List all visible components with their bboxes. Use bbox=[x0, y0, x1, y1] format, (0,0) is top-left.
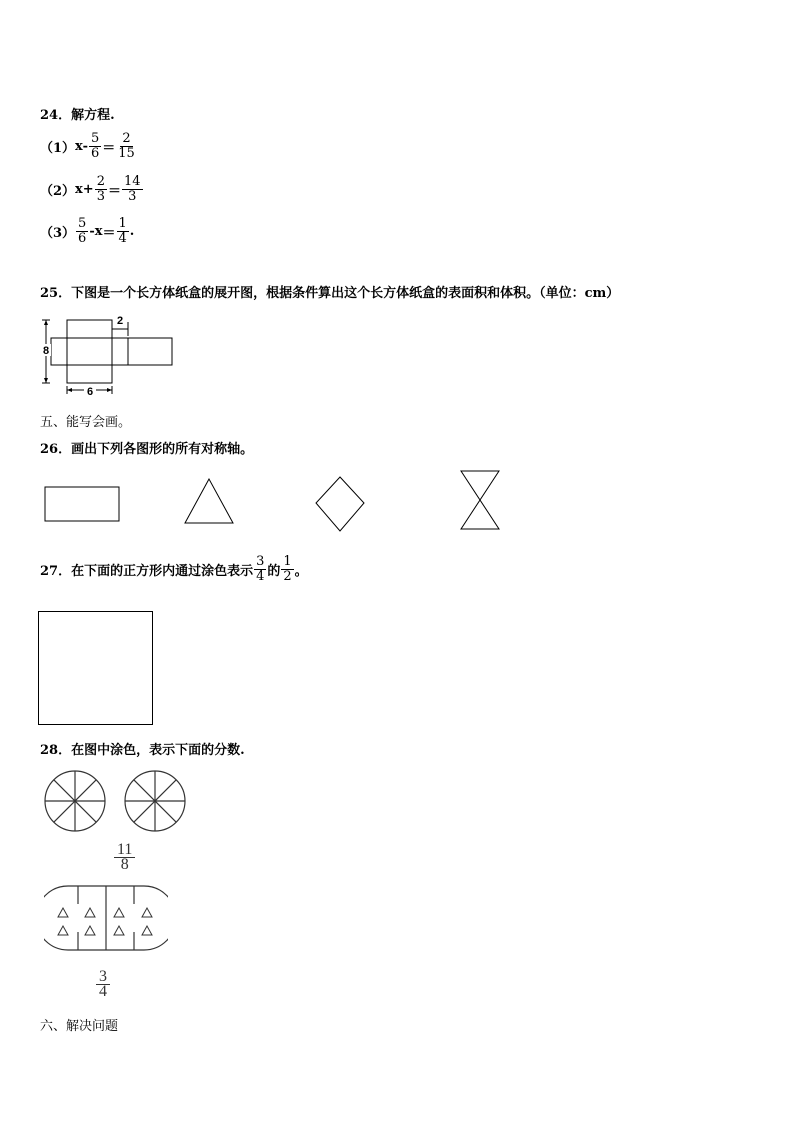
rectangle-shape bbox=[45, 487, 119, 521]
q27-title bbox=[40, 555, 308, 584]
dim-length-label: 6 bbox=[86, 386, 94, 398]
q27-fraction-b: $\frac{1}{2}$ bbox=[283, 554, 292, 584]
symmetry-shapes bbox=[40, 465, 510, 535]
eq1-fraction-a: $\frac{5}{6}$ bbox=[90, 131, 100, 161]
eq1-fraction-b: $\frac{2}{15}$ bbox=[118, 131, 135, 161]
eq2-equals: ＝ bbox=[107, 184, 121, 199]
q24-equation-2 bbox=[40, 175, 144, 204]
eq1-var: x- bbox=[75, 139, 88, 154]
circles-diagram bbox=[42, 767, 197, 837]
eq2-fraction-b: $\frac{14}{3}$ bbox=[124, 174, 141, 204]
q26-title: 26．画出下列各图形的所有对称轴。 bbox=[40, 442, 254, 457]
q28-fraction-2: $\frac{3}{4}$ bbox=[96, 970, 110, 999]
net-left-face bbox=[51, 338, 67, 365]
section-5-title: 五、能写会画。 bbox=[40, 415, 132, 430]
coloring-square[interactable] bbox=[38, 611, 153, 725]
box-net-diagram bbox=[38, 312, 178, 398]
eq3-period: . bbox=[129, 224, 135, 239]
q24-equation-1 bbox=[40, 132, 138, 161]
eq3-equals: ＝ bbox=[102, 226, 116, 241]
net-back-face bbox=[128, 338, 172, 365]
dim-height-label: 8 bbox=[42, 345, 50, 357]
net-right-face bbox=[112, 338, 128, 365]
triangle-markers bbox=[58, 908, 152, 935]
eq2-fraction-a: $\frac{2}{3}$ bbox=[96, 174, 105, 204]
q24-title: 24．解方程. bbox=[40, 108, 115, 123]
section-6-title: 六、解决问题 bbox=[40, 1019, 119, 1034]
net-top-face bbox=[67, 320, 112, 338]
eq3-var: -x bbox=[89, 224, 103, 239]
eq3-label: （3） bbox=[40, 226, 76, 241]
rhombus-shape bbox=[316, 477, 364, 531]
eq2-var: x+ bbox=[75, 182, 94, 197]
eq3-fraction-b: $\frac{1}{4}$ bbox=[118, 216, 127, 246]
q27-mid: 的 bbox=[267, 564, 281, 579]
net-bottom-face bbox=[67, 365, 112, 383]
triangle-shape bbox=[185, 479, 233, 523]
q28-title: 28．在图中涂色，表示下面的分数. bbox=[40, 743, 245, 758]
q27-fraction-a: $\frac{3}{4}$ bbox=[256, 554, 265, 584]
dim-width-label: 2 bbox=[116, 315, 124, 327]
hourglass-shape bbox=[461, 471, 499, 529]
eq2-label: （2） bbox=[40, 184, 76, 199]
eq1-label: （1） bbox=[40, 141, 76, 156]
eq1-equals: ＝ bbox=[102, 141, 116, 156]
q25-title: 25．下图是一个长方体纸盒的展开图，根据条件算出这个长方体纸盒的表面积和体积。（单位：cm） bbox=[40, 286, 620, 301]
q27-prefix: 27．在下面的正方形内通过涂色表示 bbox=[40, 564, 254, 579]
q28-fraction-1: $\frac{11}{8}$ bbox=[114, 843, 135, 872]
net-front-face bbox=[67, 338, 112, 365]
q24-equation-3 bbox=[40, 217, 134, 246]
stadium-triangles-diagram bbox=[44, 882, 168, 956]
q27-end: 。 bbox=[294, 564, 308, 579]
eq3-fraction-a: $\frac{5}{6}$ bbox=[78, 216, 87, 246]
